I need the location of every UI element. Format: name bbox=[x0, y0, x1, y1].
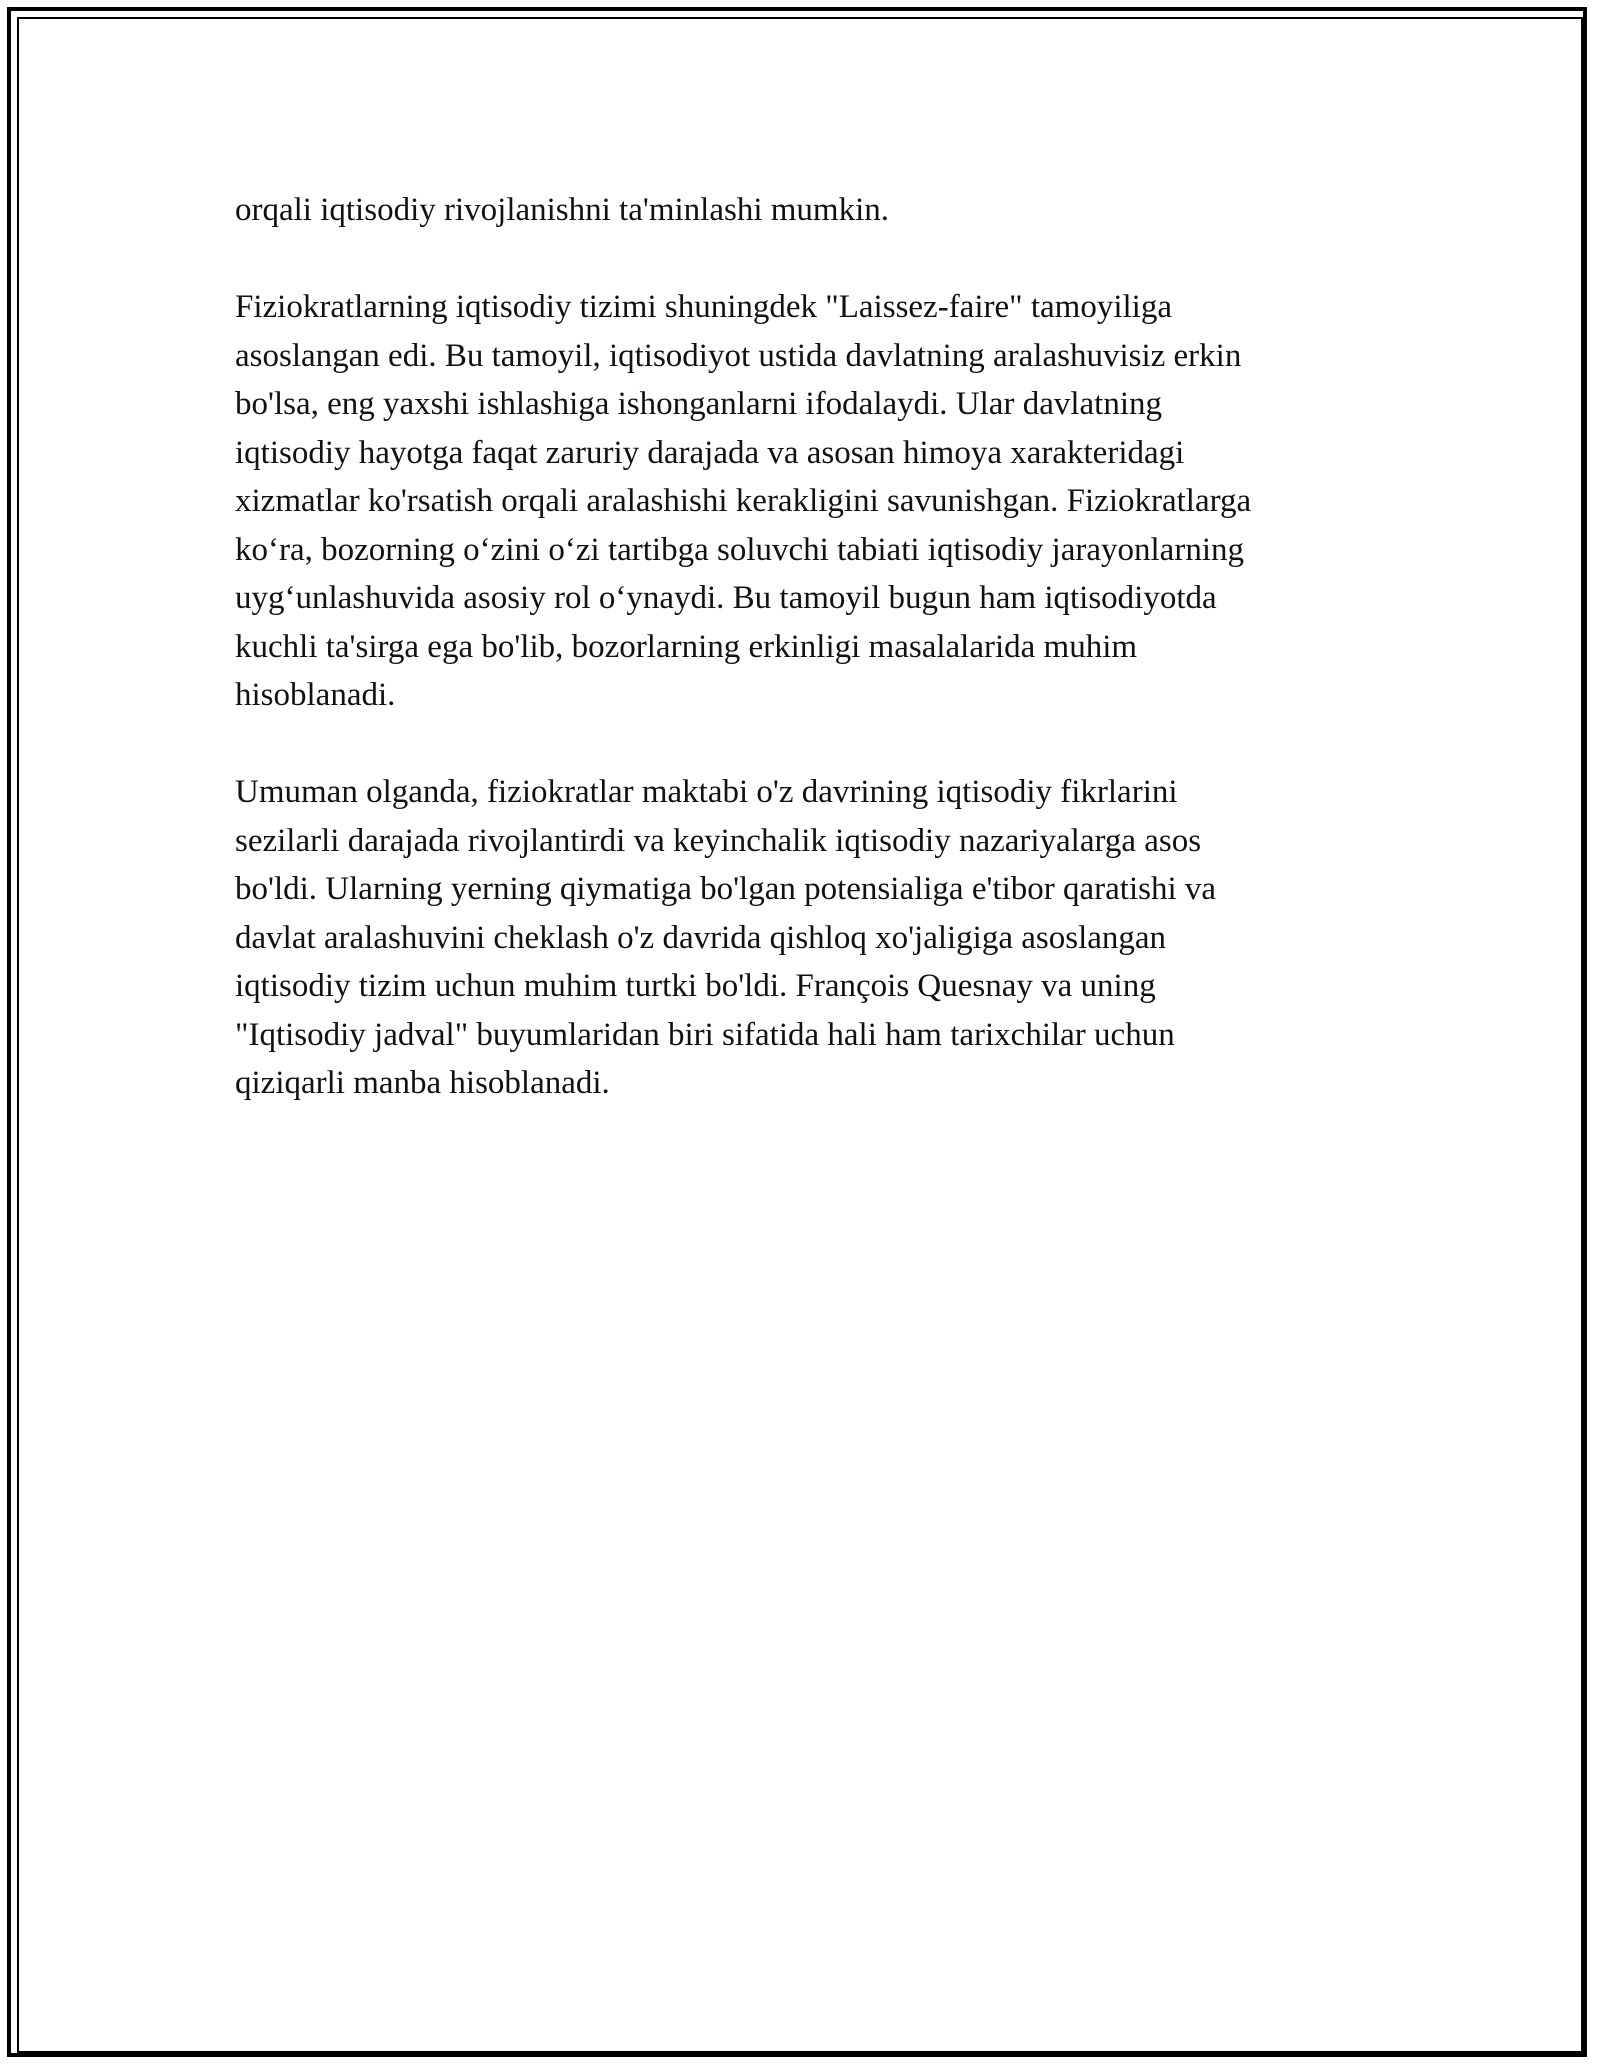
text-line: davlat aralashuvini cheklash o'z davrida qishloq xo'jaligiga asoslangan bbox=[235, 919, 1167, 956]
text-line: Fiziokratlarning iqtisodiy tizimi shuningdek "Laissez-faire" tamoyiliga bbox=[235, 289, 1172, 325]
paragraph-3 bbox=[235, 768, 1365, 1108]
text-line: uyg‘unlashuvida asosiy rol o‘ynaydi. Bu tamoyil bugun ham iqtisodiyotda bbox=[235, 580, 1217, 616]
text-line: orqali iqtisodiy rivojlanishni ta'minlashi mumkin. bbox=[235, 192, 889, 228]
text-line: qiziqarli manba hisoblanadi. bbox=[235, 1065, 610, 1101]
paragraph-2 bbox=[235, 283, 1365, 720]
text-line: xizmatlar ko'rsatish orqali aralashishi kerakligini savunishgan. Fiziokratlarga bbox=[235, 483, 1252, 519]
text-line: "Iqtisodiy jadval" buyumlaridan biri sifatida hali ham tarixchilar uchun bbox=[235, 1016, 1175, 1053]
text-line: ko‘ra, bozorning o‘zini o‘zi tartibga soluvchi tabiati iqtisodiy jarayonlarning bbox=[235, 531, 1244, 568]
text-line: sezilarli darajada rivojlantirdi va keyinchalik iqtisodiy nazariyalarga asos bbox=[235, 822, 1202, 859]
text-line: Umuman olganda, fiziokratlar maktabi o'z davrining iqtisodiy fikrlarini bbox=[235, 774, 1178, 810]
text-line: bo'ldi. Ularning yerning qiymatiga bo'lgan potensialiga e'tibor qaratishi va bbox=[235, 871, 1217, 907]
paragraph-1 bbox=[235, 186, 1365, 235]
text-line: kuchli ta'sirga ega bo'lib, bozorlarning erkinligi masalalarida muhim bbox=[235, 628, 1138, 665]
text-line: hisoblanadi. bbox=[235, 677, 396, 713]
text-line: iqtisodiy tizim uchun muhim turtki bo'ldi. François Quesnay va uning bbox=[235, 968, 1156, 1004]
document-body bbox=[235, 186, 1365, 1156]
text-line: iqtisodiy hayotga faqat zaruriy darajada va asosan himoya xarakteridagi bbox=[235, 434, 1185, 471]
text-line: asoslangan edi. Bu tamoyil, iqtisodiyot ustida davlatning aralashuvisiz erkin bbox=[235, 337, 1242, 374]
text-line: bo'lsa, eng yaxshi ishlashiga ishonganlarni ifodalaydi. Ular davlatning bbox=[235, 386, 1162, 422]
